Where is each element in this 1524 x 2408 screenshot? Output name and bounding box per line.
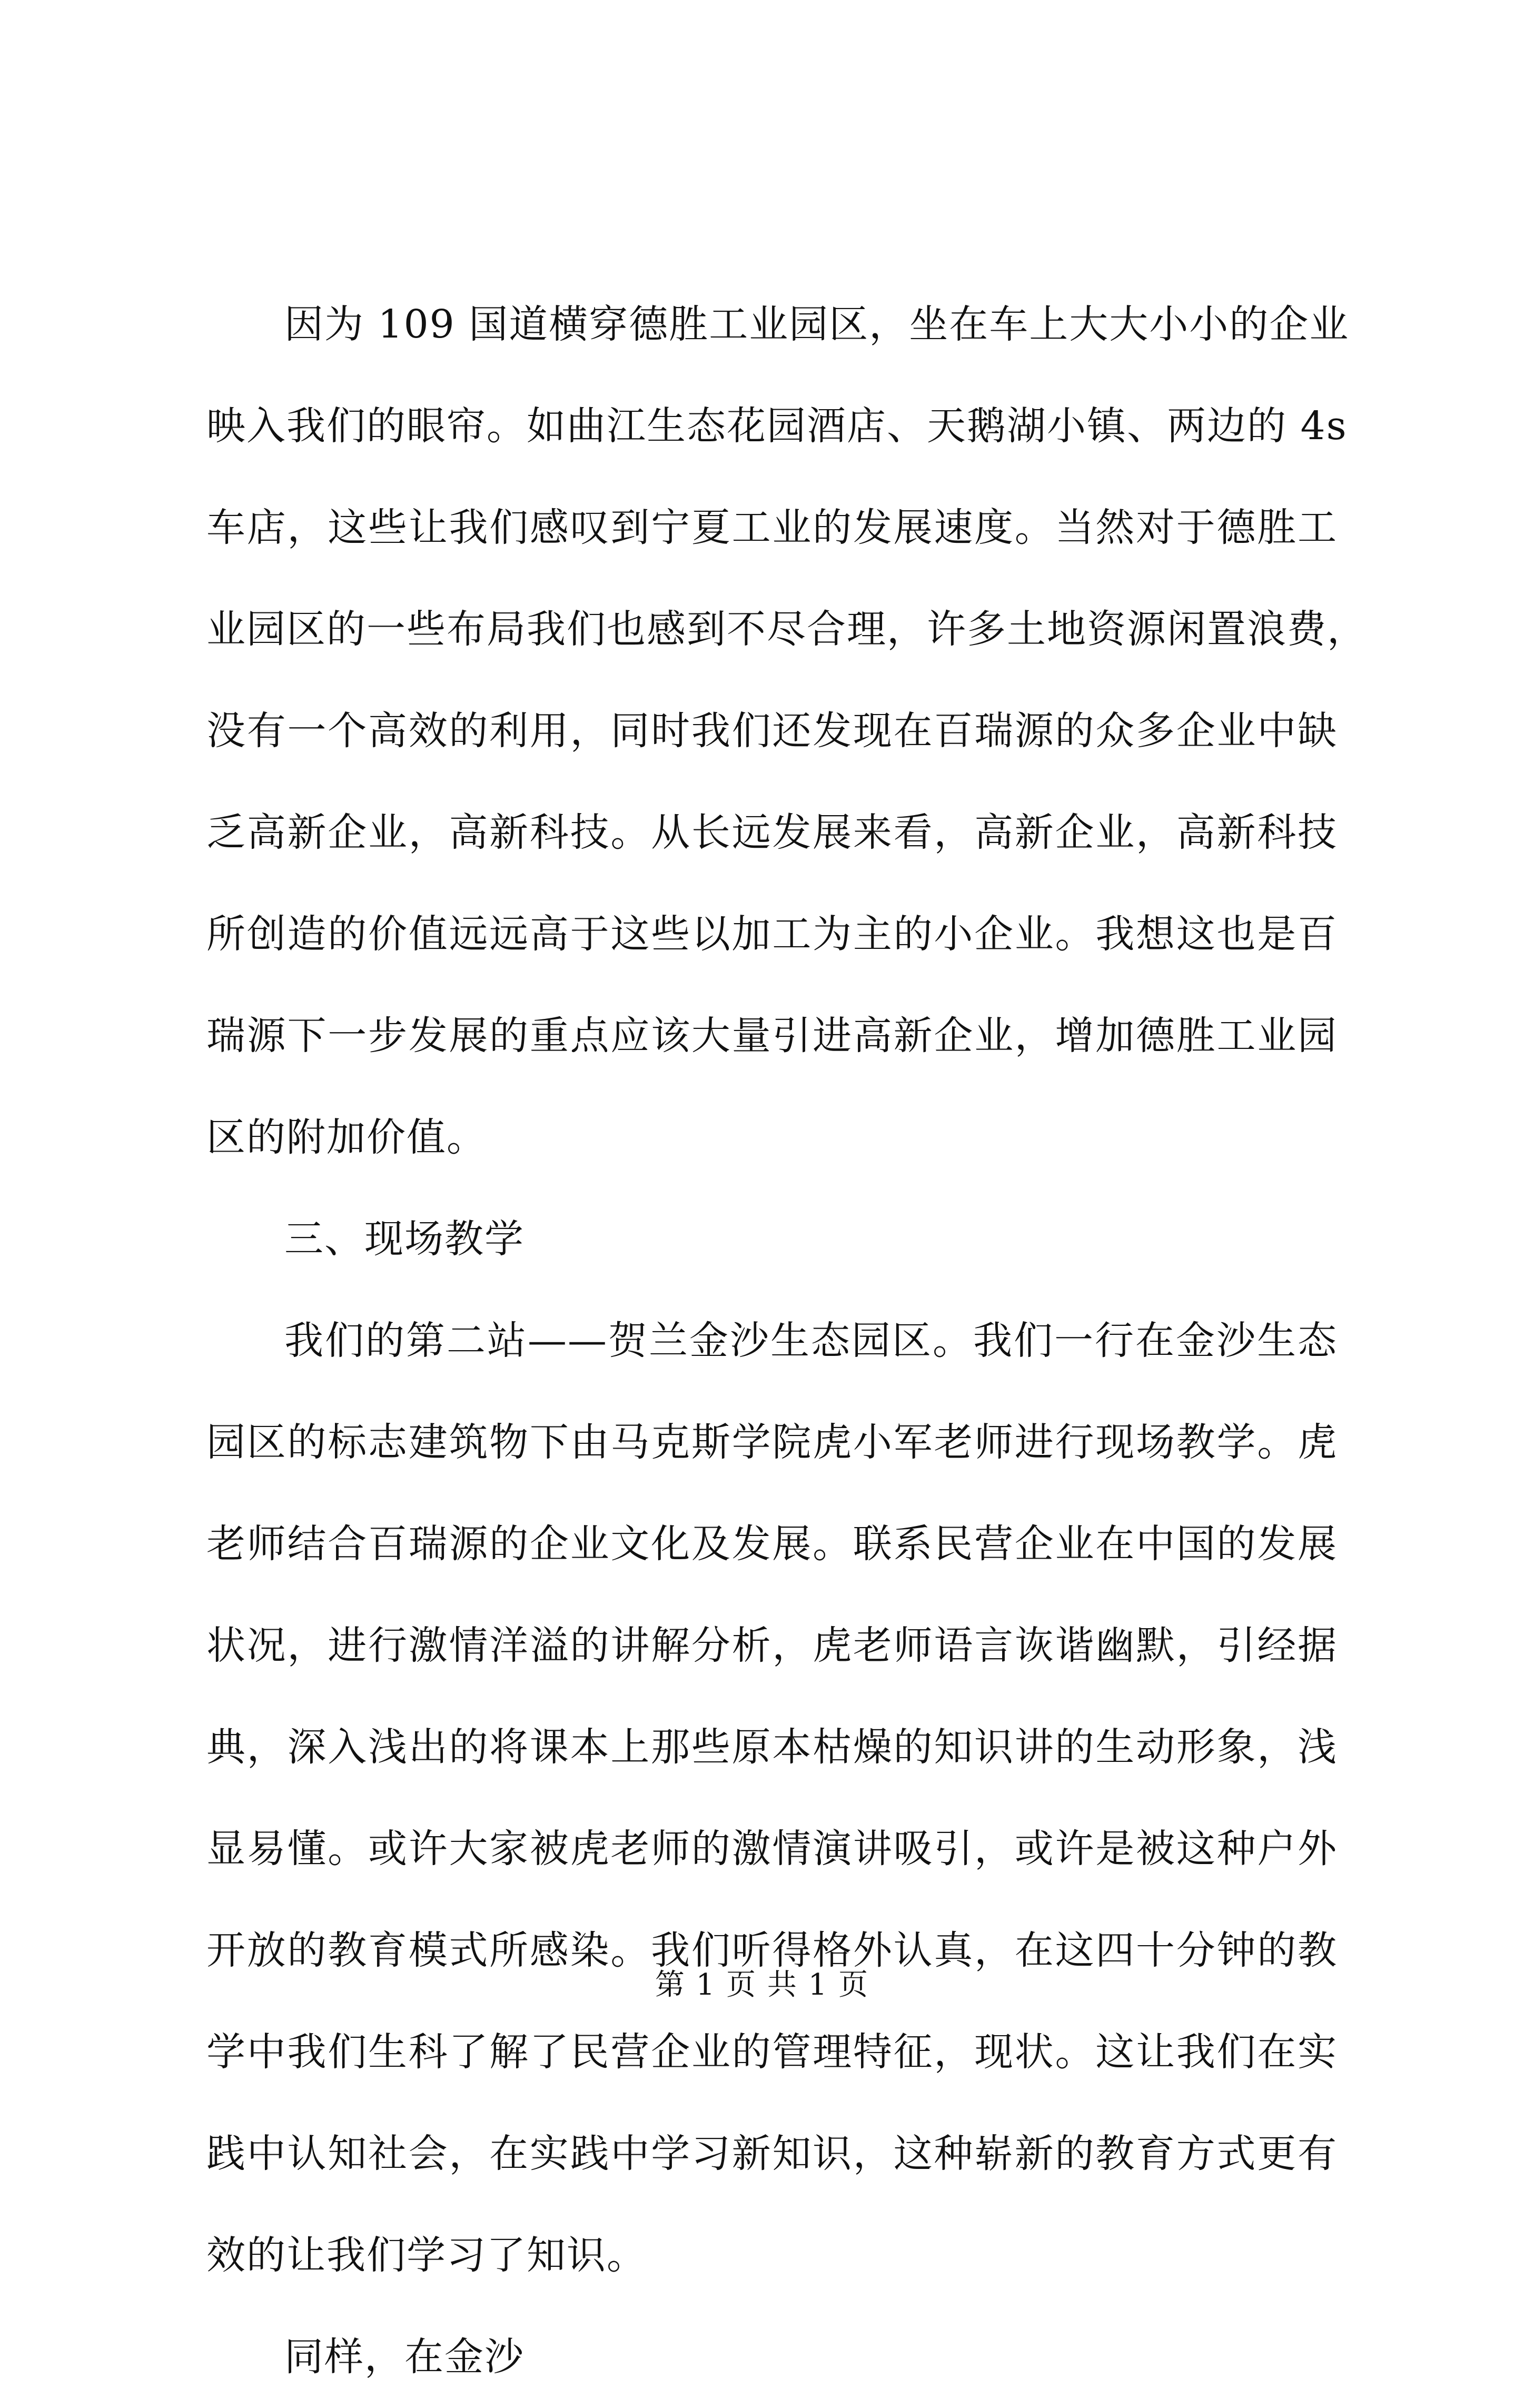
- paragraph-line: 瑞源下一步发展的重点应该大量引进高新企业，增加德胜工业园: [206, 1013, 1338, 1058]
- section-heading: 三、现场教学: [284, 1216, 525, 1262]
- paragraph-line: 业园区的一些布局我们也感到不尽合理，许多土地资源闲置浪费，: [206, 607, 1367, 652]
- paragraph-line: 乏高新企业，高新科技。从长远发展来看，高新企业，高新科技: [206, 810, 1338, 855]
- paragraph-line: 显易懂。或许大家被虎老师的激情演讲吸引，或许是被这种户外: [206, 1826, 1338, 1871]
- paragraph-line: 车店，这些让我们感叹到宁夏工业的发展速度。当然对于德胜工: [206, 505, 1338, 550]
- paragraph-line: 因为 109 国道横穿德胜工业园区，坐在车上大大小小的企业: [284, 302, 1350, 347]
- paragraph-line: 开放的教育模式所感染。我们听得格外认真，在这四十分钟的教: [206, 1928, 1338, 1973]
- paragraph-line: 学中我们生科了解了民营企业的管理特征，现状。这让我们在实: [206, 2029, 1338, 2075]
- document-body: [206, 274, 1367, 2408]
- paragraph-line: 典，深入浅出的将课本上那些原本枯燥的知识讲的生动形象，浅: [206, 1725, 1338, 1770]
- paragraph-line: 我们的第二站——贺兰金沙生态园区。我们一行在金沙生态: [284, 1318, 1338, 1363]
- paragraph-line: 映入我们的眼帘。如曲江生态花园酒店、天鹅湖小镇、两边的 4s: [206, 403, 1348, 449]
- paragraph-line: 老师结合百瑞源的企业文化及发展。联系民营企业在中国的发展: [206, 1521, 1338, 1567]
- paragraph-line: 效的让我们学习了知识。: [206, 2233, 647, 2278]
- paragraph-line: 园区的标志建筑物下由马克斯学院虎小军老师进行现场教学。虎: [206, 1420, 1338, 1465]
- paragraph-line: 所创造的价值远远高于这些以加工为主的小企业。我想这也是百: [206, 911, 1338, 957]
- paragraph-line: 同样，在金沙: [284, 2334, 525, 2380]
- paragraph-line: 践中认知社会，在实践中学习新知识，这种崭新的教育方式更有: [206, 2131, 1338, 2176]
- paragraph-line: 没有一个高效的利用，同时我们还发现在百瑞源的众多企业中缺: [206, 708, 1338, 754]
- paragraph-line: 区的附加价值。: [206, 1115, 487, 1160]
- page-number-footer: 第 1 页 共 1 页: [655, 1968, 869, 2002]
- paragraph-line: 状况，进行激情洋溢的讲解分析，虎老师语言诙谐幽默，引经据: [206, 1623, 1338, 1668]
